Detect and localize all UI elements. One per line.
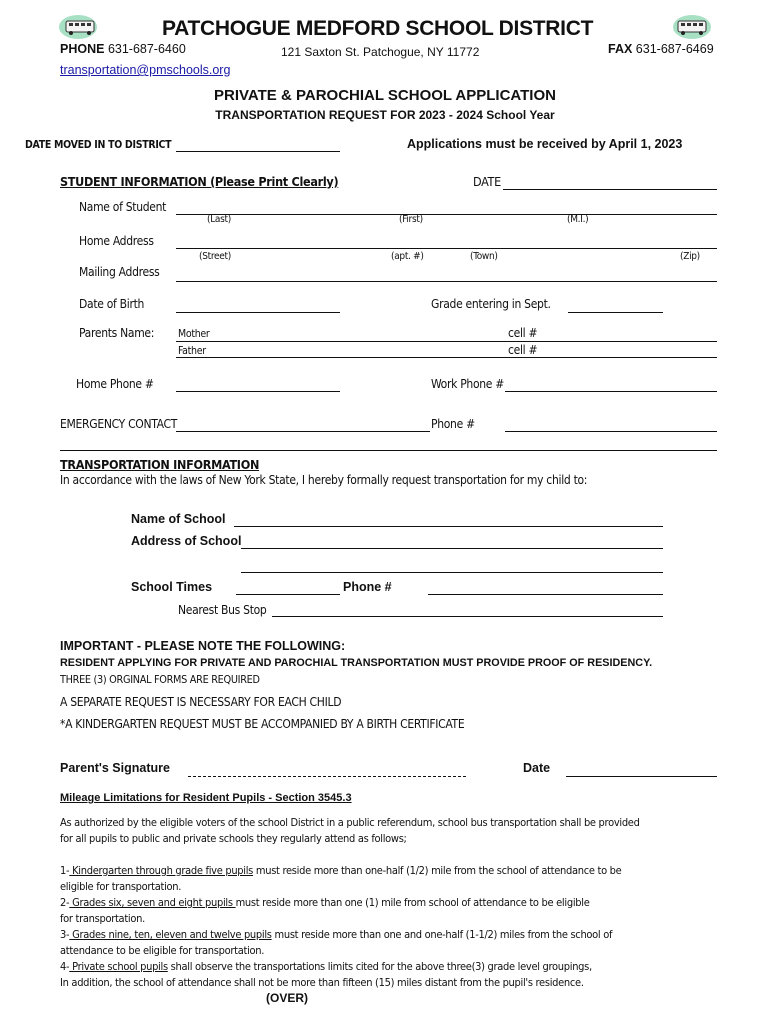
school-name-field[interactable] xyxy=(234,513,663,527)
signature-label: Parent's Signature xyxy=(60,761,170,775)
school-name-label: Name of School xyxy=(131,512,226,526)
emergency-contact-label: EMERGENCY CONTACT xyxy=(60,417,178,431)
last-name-hint: (Last) xyxy=(207,214,231,225)
school-times-field[interactable] xyxy=(236,581,340,595)
student-name-field[interactable] xyxy=(176,201,717,215)
apt-hint: (apt. #) xyxy=(391,251,424,262)
emergency-phone-field[interactable] xyxy=(505,418,717,432)
mileage-item-continued: attendance to be eligible for transportation. xyxy=(60,944,265,957)
mileage-item-group: Grades nine, ten, eleven and twelve pupils xyxy=(69,928,272,941)
phone-line xyxy=(60,42,186,56)
mileage-intro xyxy=(60,815,640,847)
mileage-item xyxy=(60,895,760,927)
mileage-item-rule: must reside more than one and one-half (1-1/2) miles from the school of xyxy=(271,928,613,941)
mileage-list xyxy=(60,863,760,991)
school-address-label: Address of School xyxy=(131,534,242,548)
mileage-item-number: 4- xyxy=(60,960,70,973)
home-phone-field[interactable] xyxy=(176,378,340,392)
separate-request-note: A SEPARATE REQUEST IS NECESSARY FOR EACH CHILD xyxy=(60,695,342,709)
mileage-heading: Mileage Limitations for Resident Pupils - Section 3545.3 xyxy=(60,792,352,804)
signature-field[interactable] xyxy=(188,763,466,777)
student-name-label: Name of Student xyxy=(79,200,167,214)
work-phone-field[interactable] xyxy=(505,378,717,392)
father-field[interactable] xyxy=(176,344,717,358)
dob-label: Date of Birth xyxy=(79,297,145,311)
date-moved-field[interactable] xyxy=(176,139,340,152)
kindergarten-note: *A KINDERGARTEN REQUEST MUST BE ACCOMPANIED BY A BIRTH CERTIFICATE xyxy=(60,717,465,731)
mileage-item-continued: for transportation. xyxy=(60,912,145,925)
home-phone-label: Home Phone # xyxy=(76,377,154,391)
emergency-phone-label: Phone # xyxy=(431,417,475,431)
school-address-field[interactable] xyxy=(241,535,663,549)
section-divider xyxy=(60,450,717,451)
mother-label: Mother xyxy=(178,328,210,340)
mileage-item-number: 1- xyxy=(60,864,70,877)
form-subtitle: TRANSPORTATION REQUEST FOR 2023 - 2024 School Year xyxy=(215,108,555,122)
school-phone-label: Phone # xyxy=(343,580,392,594)
emergency-contact-field[interactable] xyxy=(176,418,430,432)
date-label: DATE xyxy=(473,174,501,189)
mileage-item xyxy=(60,863,760,895)
mileage-item-continued: In addition, the school of attendance shall not be more than fifteen (15) miles distant from the pupil's residence. xyxy=(60,976,584,989)
mileage-item-group: Private school pupils xyxy=(69,960,168,973)
school-bus-icon xyxy=(58,14,102,40)
date-field[interactable] xyxy=(503,176,717,190)
work-phone-label: Work Phone # xyxy=(431,377,505,391)
first-name-hint: (First) xyxy=(399,214,423,225)
residency-note: RESIDENT APPLYING FOR PRIVATE AND PAROCHIAL TRANSPORTATION MUST PROVIDE PROOF OF RESIDENCY. xyxy=(60,657,653,669)
mileage-item xyxy=(60,927,760,959)
school-times-label: School Times xyxy=(131,580,213,594)
fax-line xyxy=(608,42,714,56)
mileage-item-number: 2- xyxy=(60,896,70,909)
bus-stop-field[interactable] xyxy=(272,603,663,617)
mileage-intro-line-1: As authorized by the eligible voters of the school District in a public referendum, school bus transportation shall be provided xyxy=(60,816,640,829)
over-note: (OVER) xyxy=(266,991,308,1005)
school-bus-icon xyxy=(670,14,714,40)
father-cell-label: cell # xyxy=(508,343,538,357)
district-title: PATCHOGUE MEDFORD SCHOOL DISTRICT xyxy=(162,17,594,40)
fax-label: FAX xyxy=(608,42,633,56)
parents-label: Parents Name: xyxy=(79,326,155,340)
mileage-item-rule: must reside more than one-half (1/2) mile from the school of attendance to be xyxy=(253,864,622,877)
transport-intro: In accordance with the laws of New York State, I hereby formally request transportation for my child to: xyxy=(60,473,588,487)
mileage-item-rule: must reside more than one (1) mile from school of attendance to be eligible xyxy=(235,896,590,909)
mileage-item-continued: eligible for transportation. xyxy=(60,880,182,893)
mileage-item-group: Kindergarten through grade five pupils xyxy=(69,864,254,877)
phone-label: PHONE xyxy=(60,42,105,56)
home-address-label: Home Address xyxy=(79,234,154,248)
town-hint: (Town) xyxy=(470,251,498,262)
date-moved-label: DATE MOVED IN TO DISTRICT xyxy=(25,139,172,151)
grade-field[interactable] xyxy=(568,299,663,313)
mileage-item xyxy=(60,959,760,991)
fax-number: 631-687-6469 xyxy=(635,42,714,56)
mileage-item-group: Grades six, seven and eight pupils xyxy=(69,896,236,909)
student-info-heading: STUDENT INFORMATION (Please Print Clearly) xyxy=(60,174,339,189)
father-label: Father xyxy=(178,345,206,357)
street-hint: (Street) xyxy=(199,251,231,262)
phone-number: 631-687-6460 xyxy=(107,42,186,56)
mileage-item-rule: shall observe the transportations limits cited for the above three(3) grade level groupings, xyxy=(167,960,592,973)
home-address-field[interactable] xyxy=(176,235,717,249)
grade-label: Grade entering in Sept. xyxy=(431,297,551,311)
school-phone-field[interactable] xyxy=(428,581,663,595)
email-link[interactable]: transportation@pmschools.org xyxy=(60,63,231,77)
mileage-intro-line-2: for all pupils to public and private schools they regularly attend as follows; xyxy=(60,832,407,845)
signature-date-label: Date xyxy=(523,761,551,775)
zip-hint: (Zip) xyxy=(680,251,700,262)
school-address-field-2[interactable] xyxy=(241,559,663,573)
bus-stop-label: Nearest Bus Stop xyxy=(178,603,267,617)
deadline-note: Applications must be received by April 1, 2023 xyxy=(407,137,683,151)
transport-heading: TRANSPORTATION INFORMATION xyxy=(60,457,260,472)
dob-field[interactable] xyxy=(176,299,340,313)
mileage-item-number: 3- xyxy=(60,928,70,941)
district-address: 121 Saxton St. Patchogue, NY 11772 xyxy=(281,45,480,59)
mailing-address-label: Mailing Address xyxy=(79,265,160,279)
mother-cell-label: cell # xyxy=(508,326,538,340)
mother-field[interactable] xyxy=(176,328,717,342)
mailing-address-field[interactable] xyxy=(176,268,717,282)
important-heading: IMPORTANT - PLEASE NOTE THE FOLLOWING: xyxy=(60,639,346,653)
middle-initial-hint: (M.I.) xyxy=(567,214,589,225)
forms-note: THREE (3) ORGINAL FORMS ARE REQUIRED xyxy=(60,673,260,686)
signature-date-field[interactable] xyxy=(566,763,717,777)
form-title: PRIVATE & PAROCHIAL SCHOOL APPLICATION xyxy=(214,87,556,104)
